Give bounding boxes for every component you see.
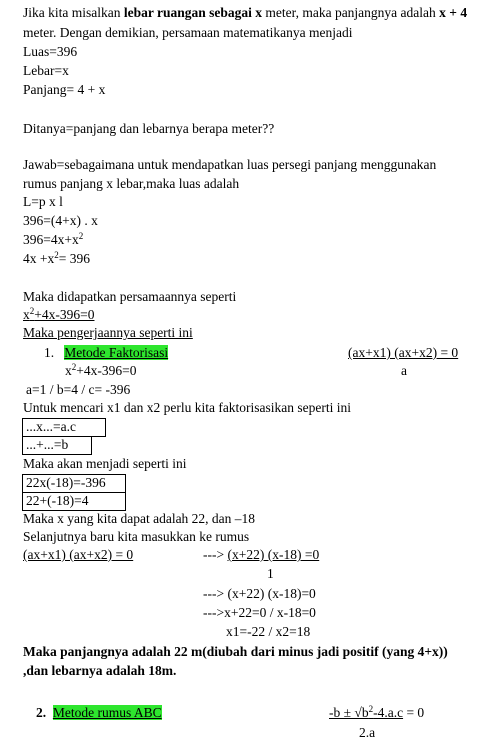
metode1-eq-rest: +4x-396=0 — [76, 363, 137, 378]
result-box-row-2: 22+(-18)=4 — [22, 492, 126, 511]
metode2-heading — [36, 705, 162, 721]
jawab-line-6-text: 4x +x — [23, 251, 55, 266]
intro-bold-lebar: lebar ruangan sebagai x — [123, 5, 263, 20]
metode1-equation — [65, 363, 136, 379]
arrow-step-1-denominator: 1 — [267, 566, 274, 581]
metode2-denominator: 2.a — [359, 725, 376, 740]
superscript-2: 2 — [368, 704, 374, 714]
jawab-line-1: Jawab=sebagaimana untuk mendapatkan luas persegi panjang menggunakan — [23, 157, 437, 172]
factor-box-row-1: ...x...=a.c — [22, 418, 106, 437]
jawab-line-6-rhs: = 396 — [58, 251, 90, 266]
intro-line-2: meter. Dengan demikian, persamaan matematikanya menjadi — [23, 25, 353, 40]
metode2-number: 2. — [36, 705, 47, 720]
metode1-number: 1. — [44, 345, 55, 360]
persamaan-line-3: Maka pengerjaannya seperti ini — [23, 325, 193, 340]
ditanya-line: Ditanya=panjang dan lebarnya berapa meter?? — [23, 121, 275, 136]
persamaan-eq-rest: +4x-396=0 — [34, 307, 95, 322]
arrow-1: ---> — [203, 547, 228, 562]
intro-text-c: meter, maka panjangnya adalah — [262, 5, 440, 20]
superscript-2: 2 — [78, 231, 84, 241]
metode2-formula-b: -4.a.c — [373, 705, 404, 720]
lebar-line: Lebar=x — [23, 63, 69, 78]
metode1-note: Untuk mencari x1 dan x2 perlu kita faktorisasikan seperti ini — [23, 400, 352, 415]
solutions: x1=-22 / x2=18 — [226, 624, 311, 639]
result-box-row-1: 22x(-18)=-396 — [22, 474, 126, 493]
jawab-line-6 — [23, 251, 90, 267]
metode1-title: Metode Faktorisasi — [64, 345, 169, 360]
metode1-hasil: Maka x yang kita dapat adalah 22, dan –18 — [23, 511, 256, 526]
persamaan-line-1: Maka didapatkan persamaannya seperti — [23, 289, 237, 304]
persamaan-eq-x: x — [23, 307, 30, 322]
superscript-2: 2 — [54, 250, 59, 260]
rumus-left: (ax+x1) (ax+x2) = 0 — [23, 547, 134, 562]
arrow-step-2: ---> (x+22) (x-18)=0 — [203, 586, 316, 601]
metode1-jadi: Maka akan menjadi seperti ini — [23, 456, 187, 471]
jawab-line-5-text: 396=4x+x — [23, 232, 79, 247]
persamaan-equation — [23, 307, 94, 323]
kesimpulan-line-1: Maka panjangnya adalah 22 m(diubah dari minus jadi positif (yang 4+x)) — [23, 644, 448, 659]
intro-text-a: Jika kita misalkan — [23, 5, 124, 20]
metode1-denominator: a — [401, 363, 407, 378]
arrow-step-1 — [203, 547, 319, 563]
jawab-line-2: rumus panjang x lebar,maka luas adalah — [23, 176, 240, 191]
metode2-formula-a: -b ± √b — [329, 705, 369, 720]
metode2-title: Metode rumus ABC — [52, 705, 162, 720]
metode2-formula-numerator — [329, 705, 403, 720]
intro-bold-panjang: x + 4 — [439, 5, 468, 20]
factor-box-row-2: ...+...=b — [22, 436, 92, 455]
panjang-line: Panjang= 4 + x — [23, 82, 106, 97]
metode1-formula: (ax+x1) (ax+x2) = 0 — [348, 345, 459, 360]
intro-line-1 — [23, 5, 467, 21]
metode1-masuk: Selanjutnya baru kita masukkan ke rumus — [23, 529, 250, 544]
jawab-line-4: 396=(4+x) . x — [23, 213, 98, 228]
arrow-step-3: --->x+22=0 / x-18=0 — [203, 605, 316, 620]
metode1-coefficients: a=1 / b=4 / c= -396 — [26, 382, 131, 397]
jawab-line-3: L=p x l — [23, 194, 63, 209]
kesimpulan-line-2: ,dan lebarnya adalah 18m. — [23, 663, 177, 678]
jawab-line-5 — [23, 232, 83, 248]
metode2-formula-c: = 0 — [403, 705, 425, 720]
superscript-2: 2 — [71, 362, 77, 372]
luas-line: Luas=396 — [23, 44, 78, 59]
metode1-eq-x: x — [65, 363, 72, 378]
superscript-2: 2 — [29, 306, 35, 316]
metode2-formula — [329, 705, 424, 721]
metode1-heading — [44, 345, 168, 361]
arrow-step-1-expr: (x+22) (x-18) =0 — [227, 547, 320, 562]
